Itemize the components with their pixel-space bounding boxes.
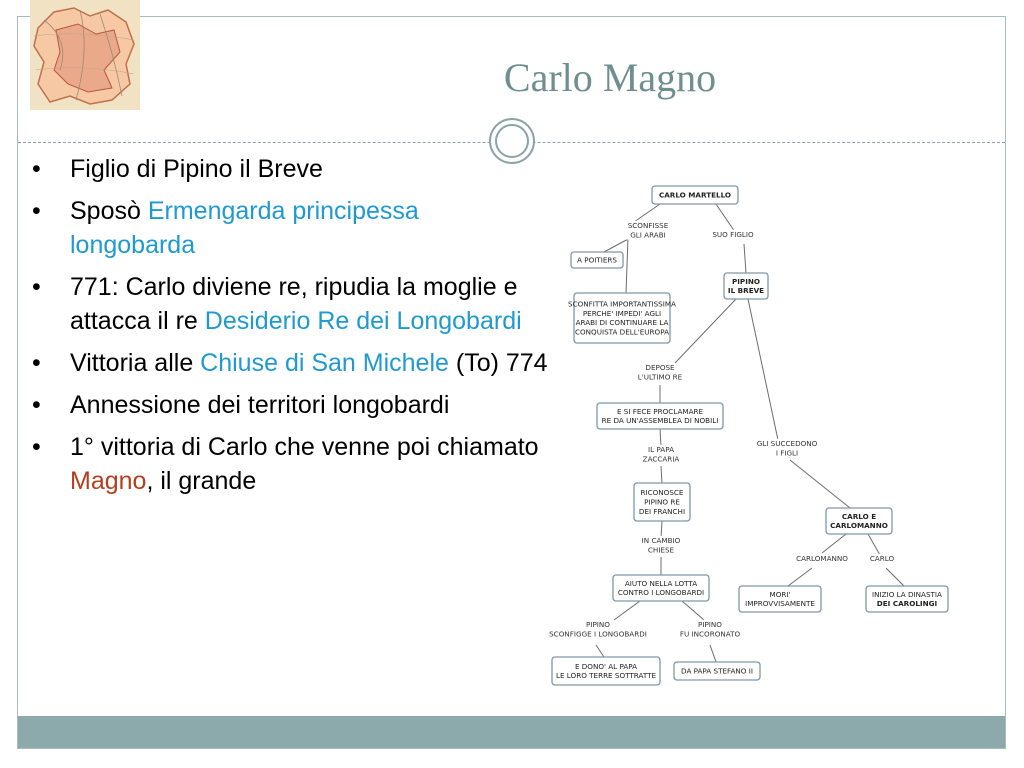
concept-node-aiuto bbox=[613, 575, 709, 601]
bullet-marker: • bbox=[32, 197, 41, 225]
link-text: SUO FIGLIO bbox=[712, 230, 754, 239]
node-label: PERCHE' IMPEDI' AGLI bbox=[582, 308, 662, 318]
node-label: PIPINO bbox=[731, 276, 761, 286]
bullet-text: Vittoria alle bbox=[70, 349, 201, 377]
link-text: GLI SUCCEDONO bbox=[756, 439, 818, 448]
connector-line bbox=[660, 429, 661, 446]
link-text: GLI ARABI bbox=[630, 230, 666, 240]
connector-line bbox=[748, 299, 778, 440]
highlighted-text: Chiuse di San Michele bbox=[200, 349, 449, 377]
connector-line bbox=[886, 568, 904, 586]
connector-line bbox=[604, 238, 630, 252]
link-label-papa-zaccaria bbox=[641, 445, 681, 464]
concept-node-dono bbox=[552, 657, 660, 685]
bullet-marker: • bbox=[32, 273, 41, 301]
connector-line bbox=[682, 601, 704, 620]
concept-nodes bbox=[552, 186, 948, 685]
bullet-text: (To) 774 bbox=[448, 349, 548, 377]
bullet-item bbox=[30, 194, 550, 262]
link-label-sconfisse bbox=[626, 221, 670, 240]
bullet-item bbox=[30, 346, 550, 380]
connector-line bbox=[710, 645, 716, 662]
node-label: CONQUISTA DELL'EUROPA bbox=[575, 327, 669, 337]
link-label-pipino-sconfigge bbox=[547, 620, 649, 639]
node-label: E DONO' AL PAPA bbox=[574, 661, 638, 671]
node-label: DEI CAROLINGI bbox=[876, 599, 938, 609]
connector-line bbox=[822, 534, 846, 553]
bullet-item bbox=[30, 152, 550, 186]
link-text: FU INCORONATO bbox=[679, 629, 741, 639]
connector-line bbox=[634, 204, 660, 222]
link-text: ZACCARIA bbox=[642, 454, 680, 464]
bullet-marker: • bbox=[32, 349, 41, 377]
concept-node-mori bbox=[739, 586, 821, 612]
node-label: IMPROVVISAMENTE bbox=[745, 599, 815, 609]
connector-line bbox=[626, 238, 628, 293]
bullet-text: 1° vittoria di Carlo che venne poi chiamato bbox=[70, 433, 539, 461]
bullet-text: , il grande bbox=[146, 467, 257, 495]
connector-line bbox=[614, 601, 640, 620]
bullet-item bbox=[30, 270, 550, 338]
link-text: DEPOSE bbox=[645, 363, 675, 372]
connector-line bbox=[788, 568, 812, 586]
concept-node-carlo-martello bbox=[652, 186, 738, 204]
bullet-marker: • bbox=[32, 155, 41, 183]
connector-line bbox=[661, 466, 662, 483]
connector-line bbox=[790, 460, 850, 508]
highlighted-text: Desiderio Re dei Longobardi bbox=[204, 307, 522, 335]
bullet-text: Annessione dei territori longobardi bbox=[70, 391, 450, 419]
concept-node-pipino bbox=[724, 273, 768, 299]
link-label-depose bbox=[633, 363, 686, 382]
node-label: CARLO MARTELLO bbox=[658, 190, 732, 200]
concept-node-a-poitiers bbox=[571, 252, 623, 268]
link-label-carlo bbox=[869, 554, 895, 563]
node-label: DEI FRANCHI bbox=[638, 506, 686, 516]
link-label-suo-figlio bbox=[709, 230, 758, 239]
bullet-text: Sposò bbox=[70, 197, 148, 225]
node-label: E SI FECE PROCLAMARE bbox=[616, 406, 704, 416]
link-label-in-cambio bbox=[639, 536, 683, 555]
node-label: AIUTO NELLA LOTTA bbox=[624, 578, 698, 588]
concept-node-da-papa bbox=[674, 662, 760, 680]
link-label-succedono bbox=[756, 439, 818, 458]
slide-title: Carlo Magno bbox=[503, 55, 717, 100]
link-text: SCONFISSE bbox=[627, 221, 669, 230]
node-label: SCONFITTA IMPORTANTISSIMA bbox=[568, 299, 676, 309]
connector-line bbox=[716, 204, 735, 232]
link-text: IL PAPA bbox=[648, 445, 674, 454]
link-text: CARLO bbox=[869, 554, 895, 563]
bullet-marker: • bbox=[32, 391, 41, 419]
node-label: RICONOSCE bbox=[640, 488, 684, 498]
connector-line bbox=[744, 244, 746, 273]
footer-band bbox=[18, 716, 1005, 748]
link-text: PIPINO bbox=[586, 620, 610, 629]
link-label-pipino-incoronato bbox=[679, 620, 741, 639]
bullet-text: Figlio di Pipino il Breve bbox=[70, 155, 323, 183]
node-label: CONTRO I LONGOBARDI bbox=[617, 588, 705, 598]
node-label: CARLOMANNO bbox=[830, 521, 888, 531]
node-label: PIPINO RE bbox=[644, 497, 680, 507]
concept-node-inizio bbox=[866, 586, 948, 612]
node-label: MORI' bbox=[769, 589, 791, 599]
node-label: CARLO E bbox=[841, 511, 877, 521]
concept-node-sconfitta bbox=[568, 293, 676, 343]
historical-map-image bbox=[30, 0, 140, 110]
node-label: LE LORO TERRE SOTTRATTE bbox=[555, 671, 657, 681]
connector-line bbox=[868, 534, 880, 555]
link-labels bbox=[547, 221, 895, 639]
link-text: CHIESE bbox=[647, 545, 675, 555]
bullet-text: 771: Carlo diviene re, ripudia la moglie e attacca il re bbox=[70, 273, 518, 335]
concept-node-riconosce bbox=[634, 483, 690, 521]
node-label: RE DA UN'ASSEMBLEA DI NOBILI bbox=[601, 416, 719, 426]
connector-line bbox=[675, 299, 736, 363]
link-text: IN CAMBIO bbox=[641, 536, 681, 545]
highlighted-text: Ermengarda principessa longobarda bbox=[70, 197, 419, 259]
bullet-item bbox=[30, 430, 550, 498]
link-label-carlomanno bbox=[796, 554, 848, 563]
link-text: SCONFIGGE I LONGOBARDI bbox=[549, 629, 647, 639]
node-label: IL BREVE bbox=[727, 286, 765, 296]
node-label: ARABI DI CONTINUARE LA bbox=[575, 318, 669, 328]
concept-node-carlo-carlomanno bbox=[826, 508, 892, 534]
bullet-marker: • bbox=[32, 433, 41, 461]
node-label: DA PAPA STEFANO II bbox=[681, 666, 753, 676]
highlighted-text: Magno bbox=[70, 467, 147, 495]
bullet-list bbox=[30, 152, 550, 506]
concept-map-diagram bbox=[545, 176, 965, 692]
concept-node-proclamare bbox=[597, 403, 723, 429]
node-label: A POITIERS bbox=[577, 255, 617, 265]
link-text: I FIGLI bbox=[775, 448, 799, 458]
connector-line bbox=[596, 645, 604, 657]
bullet-item bbox=[30, 388, 550, 422]
link-text: PIPINO bbox=[698, 620, 722, 629]
link-text: CARLOMANNO bbox=[796, 554, 848, 563]
node-label: INIZIO LA DINASTIA bbox=[872, 589, 942, 599]
link-text: L'ULTIMO RE bbox=[637, 372, 683, 382]
